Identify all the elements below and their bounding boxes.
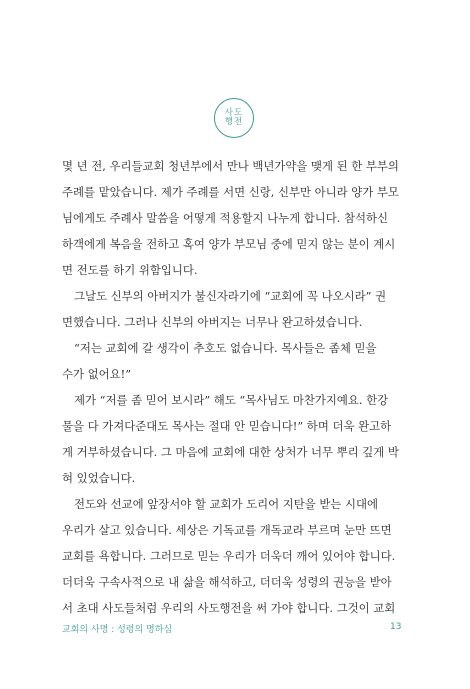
text-line: 님에게도 주례사 말씀을 어떻게 적용할지 나누게 합니다. 참석하신 bbox=[62, 211, 389, 225]
text-line: 물을 다 가져다준대도 목사는 절대 안 믿습니다!” 하며 더욱 완고하 bbox=[62, 419, 392, 433]
page-number: 13 bbox=[390, 622, 402, 632]
text-line: 교회를 욕합니다. 그러므로 믿는 우리가 더욱더 깨어 있어야 합니다. bbox=[62, 549, 396, 563]
text-line: 우리가 살고 있습니다. 세상은 기독교를 개독교라 부르며 눈만 뜨면 bbox=[62, 523, 392, 537]
text-line: 혀 있었습니다. bbox=[62, 471, 136, 485]
text-line: 주례를 맡았습니다. 제가 주례를 서면 신랑, 신부만 아니라 양가 부모 bbox=[62, 185, 399, 199]
running-title: 교회의 사명 : 성령의 명하심 bbox=[62, 625, 173, 635]
text-line: 제가 “저를 좀 믿어 보시라” 해도 “목사님도 마찬가지예요. 한강 bbox=[74, 393, 389, 407]
badge-line-1: 사도 bbox=[224, 108, 244, 119]
text-line: 수가 없어요!” bbox=[62, 367, 132, 381]
text-line: 면했습니다. 그러나 신부의 아버지는 너무나 완고하셨습니다. bbox=[62, 315, 363, 329]
text-line: 하객에게 복음을 전하고 혹여 양가 부모님 중에 믿지 않는 분이 계시 bbox=[62, 237, 396, 251]
text-line: 더더욱 구속사적으로 내 삶을 해석하고, 더더욱 성령의 권능을 받아 bbox=[62, 575, 392, 589]
book-title-badge bbox=[214, 98, 254, 138]
text-line: “저는 교회에 갈 생각이 추호도 없습니다. 목사들은 좀체 믿을 bbox=[74, 341, 377, 355]
text-line: 게 거부하셨습니다. 그 마음에 교회에 대한 상처가 너무 뿌리 깊게 박 bbox=[62, 445, 399, 459]
text-line: 몇 년 전, 우리들교회 청년부에서 만나 백년가약을 맺게 된 한 부부의 bbox=[62, 159, 399, 173]
badge-line-2: 행전 bbox=[224, 117, 244, 127]
text-line: 서 초대 사도들처럼 우리의 사도행전을 써 가야 합니다. 그것이 교회 bbox=[62, 601, 396, 615]
text-line: 전도와 선교에 앞장서야 할 교회가 도리어 지탄을 받는 시대에 bbox=[74, 497, 379, 511]
text-line: 면 전도를 하기 위함입니다. bbox=[62, 263, 198, 277]
text-line: 그날도 신부의 아버지가 불신자라기에 “교회에 꼭 나오시라” 권 bbox=[74, 289, 387, 303]
